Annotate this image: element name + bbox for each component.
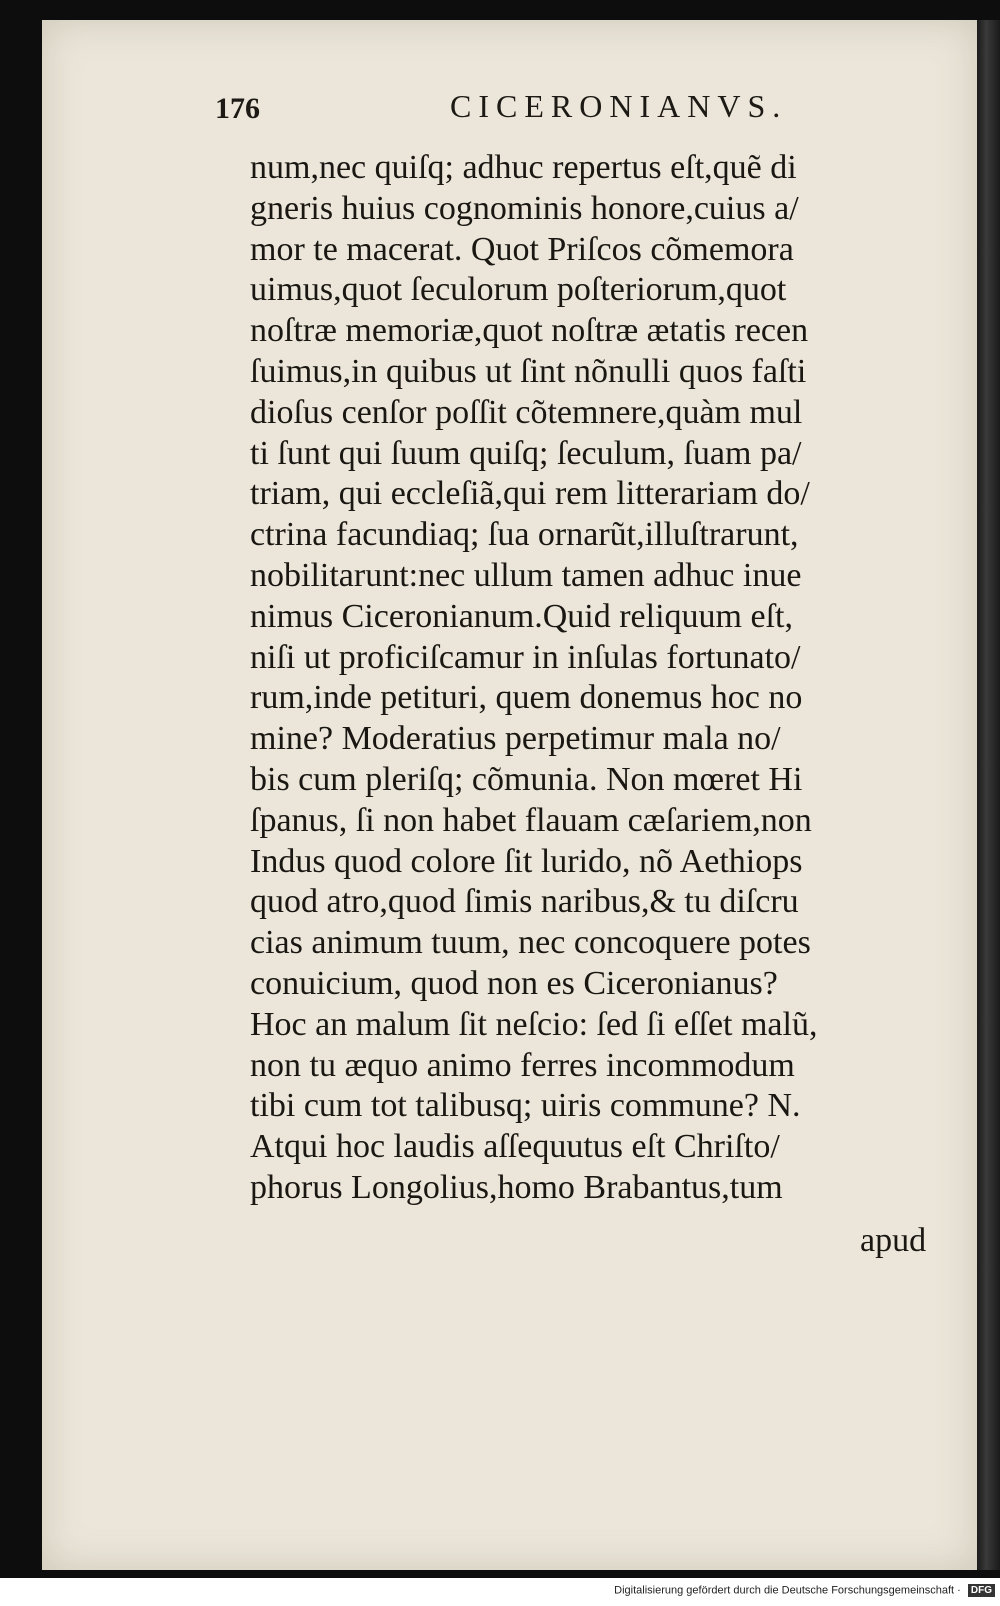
text-line: mor te macerat. Quot Priſcos cõmemora (250, 230, 794, 268)
text-line: phorus Longolius,homo Brabantus,tum (250, 1168, 783, 1206)
text-line: cias animum tuum, nec concoquere potes (250, 924, 811, 962)
text-line: ſuimus,in quibus ut ſint nõnulli quos faſti (250, 352, 807, 390)
book-edge (977, 20, 1000, 1570)
text-line: non tu æquo animo ferres incommodum (250, 1046, 795, 1084)
text-line: ſpanus, ſi non habet flauam cæſariem,non (250, 801, 812, 839)
text-line: ti ſunt qui ſuum quiſq; ſeculum, ſuam pa/ (250, 434, 802, 472)
digitization-credit (0, 1584, 995, 1604)
credit-text: Digitalisierung gefördert durch die Deutsche Forschungsgemeinschaft · (614, 1584, 961, 1597)
text-line: bis cum pleriſq; cõmunia. Non mœret Hi (250, 760, 803, 798)
text-line: conuicium, quod non es Ciceronianus? (250, 964, 778, 1002)
text-line: quod atro,quod ſimis naribus,& tu diſcru (250, 883, 799, 921)
catchword: apud (860, 1222, 927, 1259)
text-line: Atqui hoc laudis aſſequutus eſt Chriſto/ (250, 1128, 780, 1166)
dfg-logo: DFG (968, 1584, 995, 1597)
running-head (215, 82, 855, 132)
body-text (250, 148, 940, 1209)
text-line: rum,inde petituri, quem donemus hoc no (250, 679, 803, 717)
page-number: 176 (215, 92, 260, 125)
text-line: tibi cum tot talibusq; uiris commune? N. (250, 1087, 801, 1125)
text-line: nimus Ciceronianum.Quid reliquum eſt, (250, 597, 793, 635)
text-line: nobilitarunt:nec ullum tamen adhuc inue (250, 556, 802, 594)
text-line: noſtræ memoriæ,quot noſtræ ætatis recen (250, 312, 809, 350)
text-line: niſi ut proficiſcamur in inſulas fortunato/ (250, 638, 801, 676)
text-line: Hoc an malum ſit neſcio: ſed ſi eſſet malũ, (250, 1005, 818, 1043)
text-line: dioſus cenſor poſſit cõtemnere,quàm mul (250, 393, 803, 431)
text-line: mine? Moderatius perpetimur mala no/ (250, 720, 781, 758)
text-line: ctrina facundiaq; ſua ornarũt,illuſtrarunt, (250, 516, 799, 554)
text-line: uimus,quot ſeculorum poſteriorum,quot (250, 271, 787, 309)
text-line: num,nec quiſq; adhuc repertus eſt,quẽ di (250, 149, 797, 186)
text-line: Indus quod colore ſit lurido, nõ Aethiops (250, 842, 803, 880)
running-title: CICERONIANVS. (450, 88, 788, 124)
text-line: triam, qui eccleſiã,qui rem litterariam do/ (250, 475, 810, 513)
text-line: gneris huius cognominis honore,cuius a/ (250, 189, 799, 227)
